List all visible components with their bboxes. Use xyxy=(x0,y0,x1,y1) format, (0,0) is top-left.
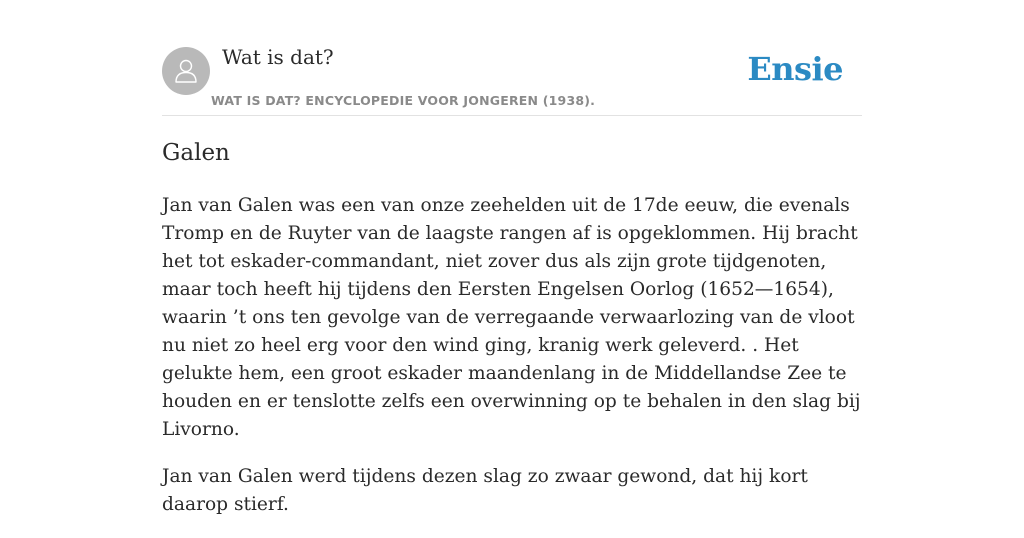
source-subtitle[interactable]: WAT IS DAT? ENCYCLOPEDIE VOOR JONGEREN (1938). xyxy=(211,93,596,108)
article-body xyxy=(162,192,866,538)
source-title[interactable]: Wat is dat? xyxy=(222,45,334,69)
page-container xyxy=(162,0,862,515)
article-paragraph: Jan van Galen werd tijdens dezen slag zo zwaar gewond, dat hij kort daarop stierf. xyxy=(162,466,808,515)
article-title: Galen xyxy=(162,140,230,166)
article-paragraph: Jan van Galen was een van onze zeehelden uit de 17de eeuw, die evenals Tromp en de Ruyter van de laagste rangen af is opgeklommen. Hij bracht het tot eskader-commandant, niet zover dus als zijn grote tijdgenoten, maar toch heeft hij tijdens den Eersten Engelsen Oorlog (1652—1654), waarin ’t ons ten gevolge van de verregaande verwaarlozing van de vloot nu niet zo heel erg voor den wind ging, kranig werk geleverd. . Het gelukte hem, een groot eskader maandenlang in de Middellandse Zee te houden en er tenslotte zelfs een overwinning op te behalen in den slag bij Livorno. xyxy=(162,195,861,440)
ensie-logo[interactable]: Ensie xyxy=(747,50,843,88)
source-avatar[interactable] xyxy=(162,47,210,95)
source-header xyxy=(162,0,862,116)
user-icon xyxy=(171,56,201,86)
